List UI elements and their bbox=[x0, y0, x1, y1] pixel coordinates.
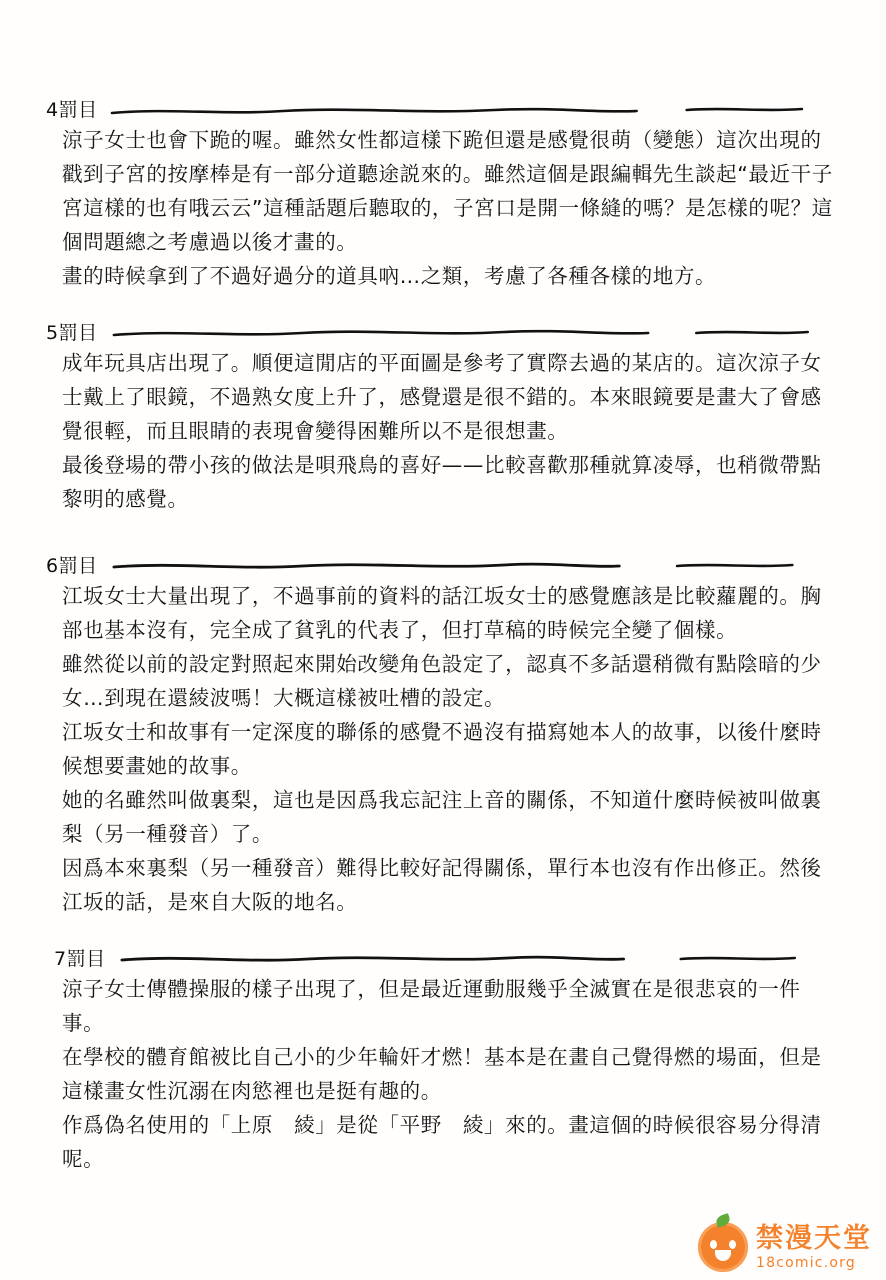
section-6-paragraph-2: 雖然從以前的設定對照起來開始改變角色設定了，認真不多話還稍微有點陰暗的少女…到現在還綾波嗎！大概這樣被吐槽的設定。 bbox=[62, 651, 822, 710]
section-4-rule bbox=[110, 104, 840, 118]
section-5 bbox=[0, 323, 886, 516]
section-7-paragraph-2: 在學校的體育館被比自己小的少年輪奸才燃！基本是在畫自己覺得燃的場面，但是這樣畫女性沉溺在肉慾裡也是挺有趣的。 bbox=[62, 1044, 822, 1103]
site-watermark bbox=[698, 1222, 872, 1272]
section-5-paragraph-1: 成年玩具店出現了。順便這閒店的平面圖是參考了實際去過的某店的。這次涼子女士戴上了眼鏡，不過熟女度上升了，感覺還是很不錯的。本來眼鏡要是畫大了會感覺很輕，而且眼睛的表現會變得困難所以不是很想畫。 bbox=[62, 350, 822, 443]
section-4-header bbox=[0, 100, 886, 121]
watermark-subtitle: 18comic.org bbox=[756, 1254, 856, 1271]
section-4-title: 4罰目 bbox=[46, 99, 98, 121]
section-6-paragraph-3: 江坂女士和故事有一定深度的聯係的感覺不過沒有描寫她本人的故事，以後什麼時候想要畫她的故事。 bbox=[62, 719, 822, 778]
section-6-paragraph-5: 因爲本來裏梨（另一種發音）難得比較好記得關係，單行本也沒有作出修正。然後江坂的話，是來自大阪的地名。 bbox=[62, 855, 822, 914]
section-6-rule bbox=[110, 560, 840, 574]
section-6-header bbox=[0, 556, 886, 577]
section-4-paragraph-2: 畫的時候拿到了不過好過分的道具吶…之類，考慮了各種各樣的地方。 bbox=[62, 263, 717, 288]
section-4-paragraph-1: 涼子女士也會下跪的喔。雖然女性都這樣下跪但還是感覺很萌（變態）這次出現的戳到子宮的按摩棒是有一部分道聽途説來的。雖然這個是跟編輯先生談起“最近干子宮這樣的也有哦云云”這種話題后聽取的，子宮口是開一條縫的嗎？是怎樣的呢？這個問題總之考慮過以後才畫的。 bbox=[62, 127, 833, 254]
section-5-rule bbox=[110, 327, 840, 341]
section-4 bbox=[0, 100, 886, 293]
section-7-paragraph-1: 涼子女士傳體操服的樣子出現了，但是最近運動服幾乎全滅實在是很悲哀的一件事。 bbox=[62, 976, 801, 1035]
section-7-rule bbox=[118, 953, 840, 967]
section-5-header bbox=[0, 323, 886, 344]
section-7-paragraph-3: 作爲偽名使用的「上原 綾」是從「平野 綾」來的。畫這個的時候很容易分得清呢。 bbox=[62, 1112, 822, 1171]
section-7 bbox=[0, 949, 886, 1176]
section-6 bbox=[0, 556, 886, 919]
section-7-header bbox=[0, 949, 886, 970]
watermark-text bbox=[756, 1222, 872, 1271]
section-6-title: 6罰目 bbox=[46, 554, 98, 577]
section-7-title: 7罰目 bbox=[54, 947, 106, 970]
section-5-paragraph-2: 最後登場的帶小孩的做法是唄飛鳥的喜好——比較喜歡那種就算凌辱，也稍微帶點黎明的感覺。 bbox=[62, 452, 822, 511]
orange-mascot-icon bbox=[698, 1222, 748, 1272]
section-6-paragraph-1: 江坂女士大量出現了，不過事前的資料的話江坂女士的感覺應該是比較蘿麗的。胸部也基本沒有，完全成了貧乳的代表了，但打草稿的時候完全變了個樣。 bbox=[62, 583, 822, 642]
section-5-title: 5罰目 bbox=[46, 321, 98, 344]
watermark-title: 禁漫天堂 bbox=[756, 1222, 872, 1254]
section-6-paragraph-4: 她的名雖然叫做裏梨，這也是因爲我忘記注上音的關係，不知道什麼時候被叫做裏梨（另一種發音）了。 bbox=[62, 787, 822, 846]
